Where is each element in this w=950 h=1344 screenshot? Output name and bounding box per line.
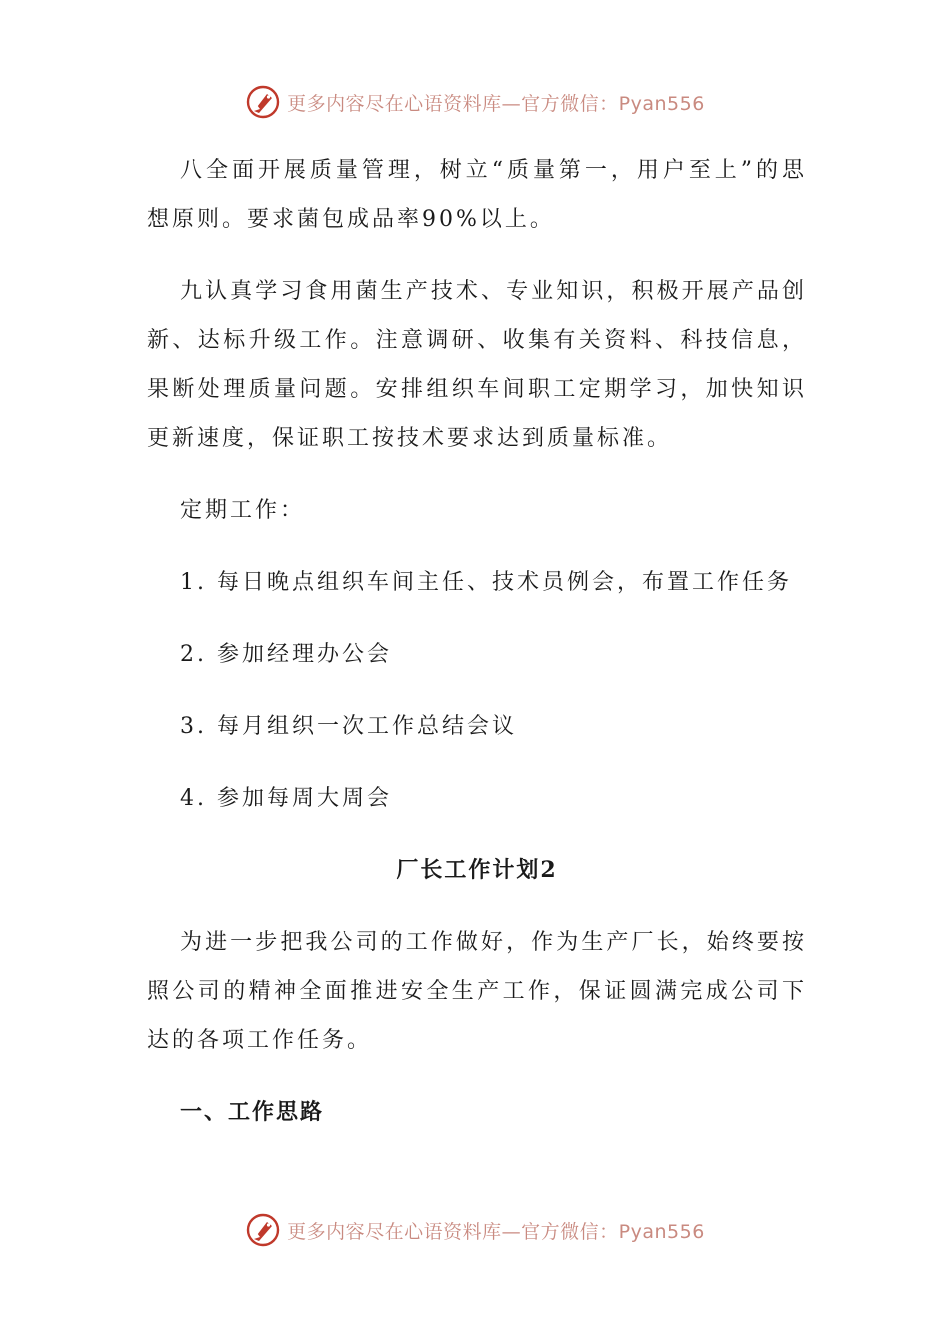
- pen-nib-logo-icon: [245, 1212, 281, 1248]
- list-item: 1. 每日晚点组织车间主任、技术员例会，布置工作任务: [180, 570, 792, 595]
- regular-work-label: 定期工作：: [180, 498, 306, 523]
- banner-text: 更多内容尽在心语资料库—官方微信：Pyan556: [287, 92, 705, 115]
- document-body: [147, 146, 807, 1137]
- paragraph-technical-study: 九认真学习食用菌生产技术、专业知识，积极开展产品创新、达标升级工作。注意调研、收集有关资料、科技信息，果断处理质量问题。安排组织车间职工定期学习，加快知识更新速度，保证职工按技术要求达到质量标准。: [147, 279, 807, 451]
- section-title: 厂长工作计划2: [396, 857, 558, 883]
- banner-text: 更多内容尽在心语资料库—官方微信：Pyan556: [287, 1220, 705, 1243]
- header-watermark-banner: [0, 84, 950, 120]
- paragraph-intro: 为进一步把我公司的工作做好，作为生产厂长，始终要按照公司的精神全面推进安全生产工作，保证圆满完成公司下达的各项工作任务。: [147, 930, 807, 1053]
- list-item: 3. 每月组织一次工作总结会议: [180, 714, 517, 739]
- list-item: 2. 参加经理办公会: [180, 642, 392, 667]
- footer-watermark-banner: [0, 1212, 950, 1248]
- pen-nib-logo-icon: [245, 84, 281, 120]
- sub-heading-work-ideas: 一、工作思路: [180, 1100, 325, 1125]
- paragraph-quality-management: 八全面开展质量管理，树立“质量第一，用户至上”的思想原则。要求菌包成品率90%以上。: [147, 158, 807, 232]
- list-item: 4. 参加每周大周会: [180, 786, 392, 811]
